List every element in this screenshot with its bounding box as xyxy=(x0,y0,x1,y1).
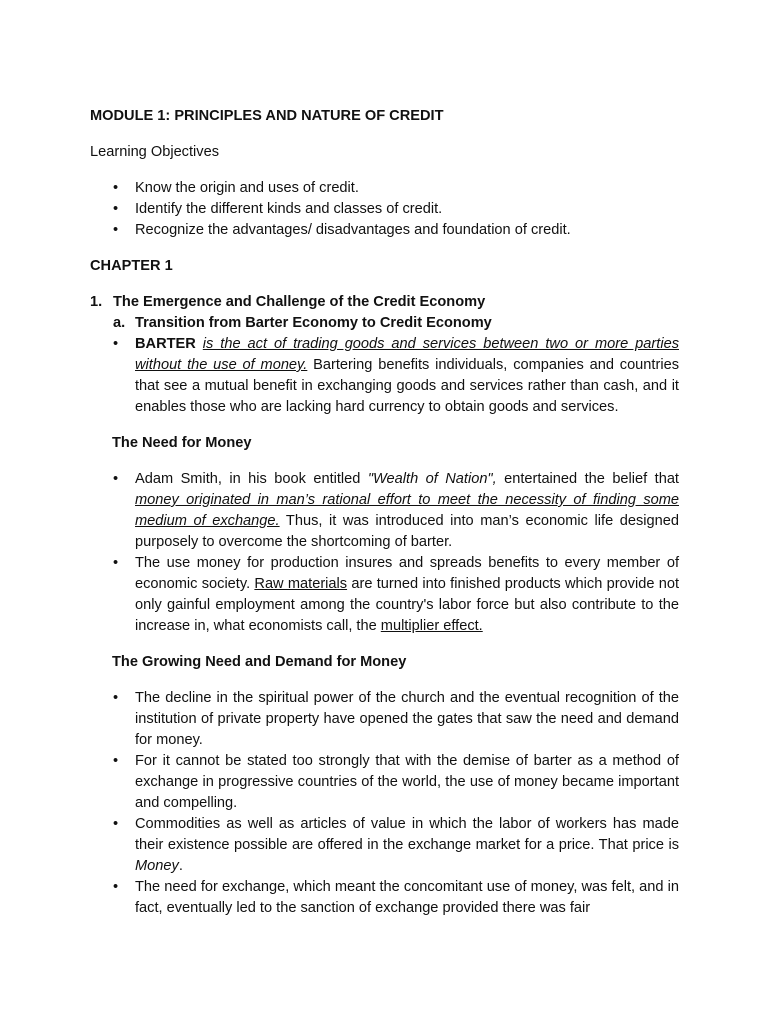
list-item: • The decline in the spiritual power of the church and the eventual recognition of the institution of private property have opened the gates that saw the need and demand for money. xyxy=(90,688,679,751)
learning-objectives-heading: Learning Objectives xyxy=(90,144,219,160)
text-run: Adam Smith, in his book entitled xyxy=(135,471,361,487)
document-page xyxy=(90,106,679,934)
book-title: "Wealth of Nation", xyxy=(367,471,497,487)
italic-quote: money originated in man’s rational effort to meet the necessity of finding some xyxy=(135,492,679,508)
italic-quote: medium of exchange. xyxy=(135,513,280,529)
need-for-money-list xyxy=(90,469,679,637)
list-item xyxy=(90,469,679,553)
text-run: Commodities as well as articles of value in which the labor of workers has made their existence possible are offered in the exchange market for a price. That price is xyxy=(135,816,679,853)
money-term: Money xyxy=(135,858,179,874)
underlined-term: Raw materials xyxy=(254,576,348,592)
barter-list xyxy=(90,334,679,418)
growing-need-heading: The Growing Need and Demand for Money xyxy=(112,654,407,670)
barter-definition: is the act of trading goods and services between two or more parties without the use of money. xyxy=(135,336,679,373)
objective-item: • Recognize the advantages/ disadvantages and foundation of credit. xyxy=(90,220,679,241)
section-1-number: 1. xyxy=(90,294,103,310)
objective-item: • Know the origin and uses of credit. xyxy=(90,178,679,199)
text-run: entertained the belief that xyxy=(504,471,679,487)
need-for-money-heading: The Need for Money xyxy=(112,435,252,451)
subsection-a-heading xyxy=(90,313,679,334)
text-run: The use money for production insures and spreads benefits to every member of economic society. xyxy=(135,555,679,592)
chapter-heading: CHAPTER 1 xyxy=(90,258,173,274)
learning-objectives-list xyxy=(90,178,679,241)
text-run: are turned into finished products which provide not only gainful employment among the country's labor force but also contribute to the increase in, what economists call, the xyxy=(135,576,680,634)
list-item: • For it cannot be stated too strongly that with the demise of barter as a method of exchange in progressive countries of the world, the use of money became important and compelling. xyxy=(90,751,679,814)
section-1-heading xyxy=(90,292,679,313)
objective-item: • Identify the different kinds and classes of credit. xyxy=(90,199,679,220)
text-run: . xyxy=(178,858,183,874)
text-run: Thus, it was introduced into man’s economic life designed purposely to overcome the shortcoming of barter. xyxy=(135,513,679,550)
barter-rest: Bartering benefits individuals, companies and countries that see a mutual benefit in exchanging goods and services rather than cash, and it enables those who are lacking hard currency to obtain goods and services. xyxy=(135,357,679,415)
growing-need-list xyxy=(90,688,679,919)
barter-item xyxy=(90,334,679,418)
list-item: • The need for exchange, which meant the concomitant use of money, was felt, and in fact, eventually led to the sanction of exchange provided there was fair xyxy=(90,877,679,919)
underlined-term: multiplier effect. xyxy=(380,618,483,634)
section-1-title: The Emergence and Challenge of the Credit Economy xyxy=(113,294,486,310)
list-item xyxy=(90,814,679,877)
barter-term: BARTER xyxy=(135,336,196,352)
list-item xyxy=(90,553,679,637)
module-title: MODULE 1: PRINCIPLES AND NATURE OF CREDIT xyxy=(90,108,444,124)
subsection-a-letter: a. xyxy=(113,315,126,331)
subsection-a-title: Transition from Barter Economy to Credit Economy xyxy=(135,315,492,331)
